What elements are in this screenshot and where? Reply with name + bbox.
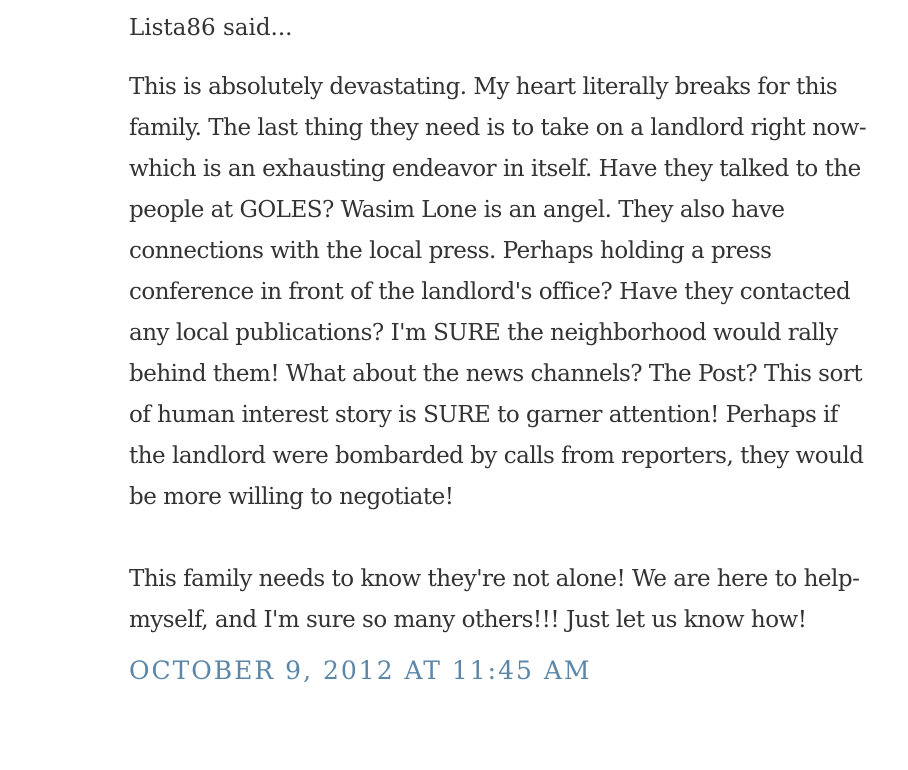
comment-paragraph: This is absolutely devastating. My heart literally breaks for this family. The last thing they need is to take on a landlord right now- which is an exhausting endeavor in itself. Have they talked to the people at GOLES? Wasim Lone is an angel. They also have connections with the local press. Perhaps holding a press conference in front of the landlord's office? Have they contacted any local publications? I'm SURE the neighborhood would rally behind them! What about the news channels? The Post? This sort of human interest story is SURE to garner attention! Perhaps if the landlord were bombarded by calls from reporters, they would be more willing to negotiate! <box>129 74 867 510</box>
comment <box>129 12 869 687</box>
comment-body <box>129 67 869 641</box>
comment-author-line: Lista86 said... <box>129 15 293 41</box>
comment-paragraph: This family needs to know they're not alone! We are here to help- myself, and I'm sure so many others!!! Just let us know how! <box>129 566 860 633</box>
comment-timestamp-link[interactable]: OCTOBER 9, 2012 AT 11:45 AM <box>129 656 592 685</box>
